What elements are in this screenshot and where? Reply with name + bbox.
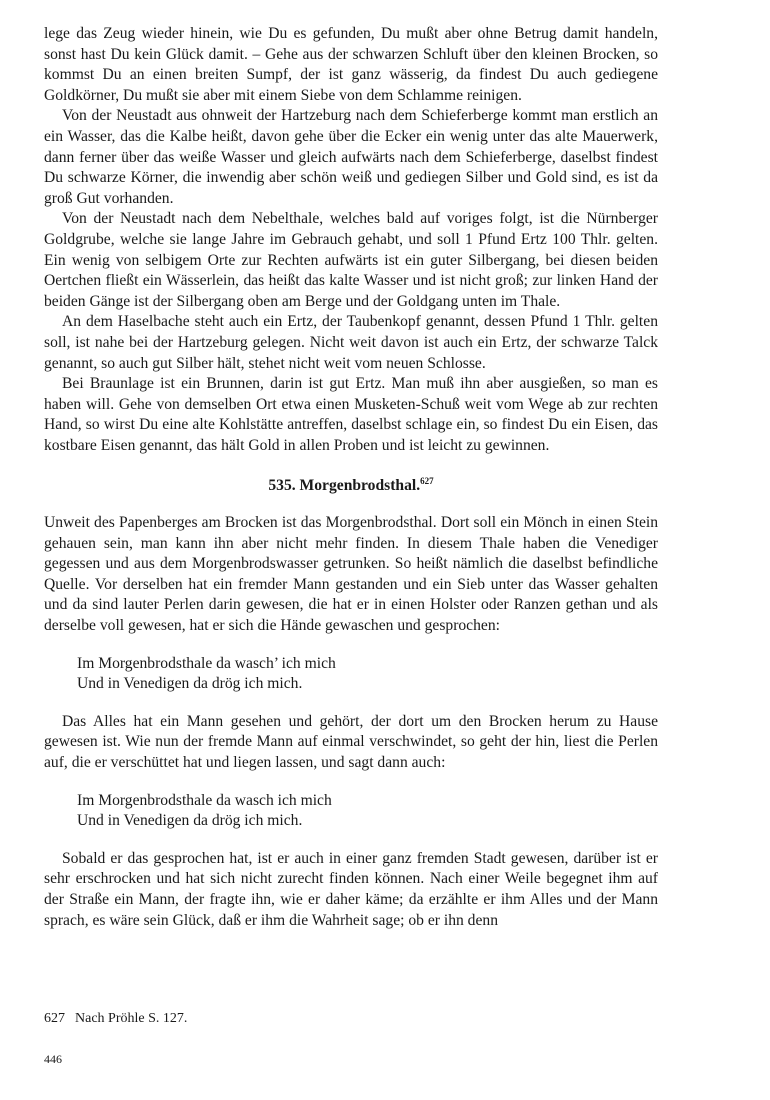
verse-block — [77, 654, 658, 695]
paragraph: Sobald er das gesprochen hat, ist er auch in einer ganz fremden Stadt gewesen, darüber ist er sehr erschrocken und hat sich nicht zurecht finden können. Nach einer Weile begegnet ihm auf der Straße ein Mann, der fragte ihn, wie er daher käme; da erzählte er ihm Alles und der Mann sprach, es wäre sein Glück, daß er ihm die Wahrheit sage; ob er ihn denn — [44, 849, 658, 929]
paragraph: Unweit des Papenberges am Brocken ist das Morgenbrodsthal. Dort soll ein Mönch in einen Stein gehauen sein, man kann ihn aber nicht mehr finden. In diesem Thale haben die Venediger gegessen und aus dem Morgenbrodswasser getrunken. So heißt nämlich die daselbst befindliche Quelle. Vor derselben hat ein fremder Mann gestanden und ein Sieb unter das Wasser gehalten und da sind lauter Perlen darin gewesen, die hat er in einen Holster oder Ranzen gethan und als derselbe voll gewesen, hat er sich die Hände gewaschen und gesprochen: — [44, 514, 658, 635]
paragraph: Das Alles hat ein Mann gesehen und gehört, der dort um den Brocken herum zu Hause gewesen ist. Wie nun der fremde Mann auf einmal verschwindet, so geht der hin, liest die Perlen auf, die er verschüttet hat und liegen lassen, und sagt dann auch: — [44, 712, 658, 771]
paragraph: Bei Braunlage ist ein Brunnen, darin ist gut Ertz. Man muß ihn aber ausgießen, so man es haben will. Gehe von demselben Ort etwa einen Musketen-Schuß weit vom Wege ab zur rechten Hand, so wirst Du eine alte Kohlstätte antreffen, daselbst schlage ein, so findest Du ein Eisen, das kostbare Eisen genannt, das hält Gold in allen Proben und ist leicht zu gewinnen. — [44, 375, 658, 454]
section-heading — [44, 476, 658, 497]
footnote — [44, 1011, 187, 1027]
section-title: 535. Morgenbrodsthal. — [268, 477, 421, 495]
verse-block — [77, 791, 658, 832]
page-body — [44, 24, 658, 931]
verse-line: Und in Venedigen da drög ich mich. — [77, 812, 303, 830]
page-number: 446 — [44, 1052, 62, 1066]
footnote-text: Nach Pröhle S. 127. — [75, 1011, 188, 1026]
paragraph: An dem Haselbache steht auch ein Ertz, der Taubenkopf genannt, dessen Pfund 1 Thlr. gelten soll, ist nahe bei der Hartzeburg gelegen. Nicht weit davon ist auch ein Ertz, der schwarze Talck genannt, so auch gut Silber hält, stehet nicht weit vom neuen Schlosse. — [44, 313, 658, 372]
paragraph: lege das Zeug wieder hinein, wie Du es gefunden, Du mußt aber ohne Betrug damit handeln, sonst hast Du kein Glück damit. – Gehe aus der schwarzen Schluft über den kleinen Brocken, so kommst Du an einen breiten Sumpf, der ist ganz wässerig, da findest Du auch gediegene Goldkörner, Du mußt sie aber mit einem Siebe von dem Schlamme reinigen. — [44, 25, 658, 104]
footnote-number: 627 — [44, 1011, 65, 1026]
verse-line: Im Morgenbrodsthale da wasch ich mich — [77, 791, 332, 809]
paragraph: Von der Neustadt aus ohnweit der Hartzeburg nach dem Schieferberge kommt man erstlich an ein Wasser, das die Kalbe heißt, davon gehe über die Ecker ein wenig unter das alte Mauerwerk, dann ferner über das weiße Wasser und gleich aufwärts nach dem Schieferberge, daselbst findest Du schwarze Körner, die inwendig aber schön weiß und gediegen Silber und Gold sind, es ist da groß Gut vorhanden. — [44, 107, 658, 207]
verse-line: Und in Venedigen da drög ich mich. — [77, 675, 303, 693]
verse-line: Im Morgenbrodsthale da wasch’ ich mich — [77, 654, 336, 672]
footnote-reference[interactable]: 627 — [420, 476, 434, 487]
paragraph: Von der Neustadt nach dem Nebelthale, welches bald auf voriges folgt, ist die Nürnberger Goldgrube, welche sie lange Jahre im Gebrauch gehabt, und soll 1 Pfund Ertz 100 Thlr. gelten. Ein wenig von selbigem Orte zur Rechten aufwärts ist ein guter Silbergang, bei diesen beiden Oertchen fließt ein Wässerlein, das heißt das kalte Wasser und ist nicht groß; zur linken Hand der beiden Gänge ist der Silbergang oben am Berge und der Goldgang unten im Thale. — [44, 210, 658, 310]
